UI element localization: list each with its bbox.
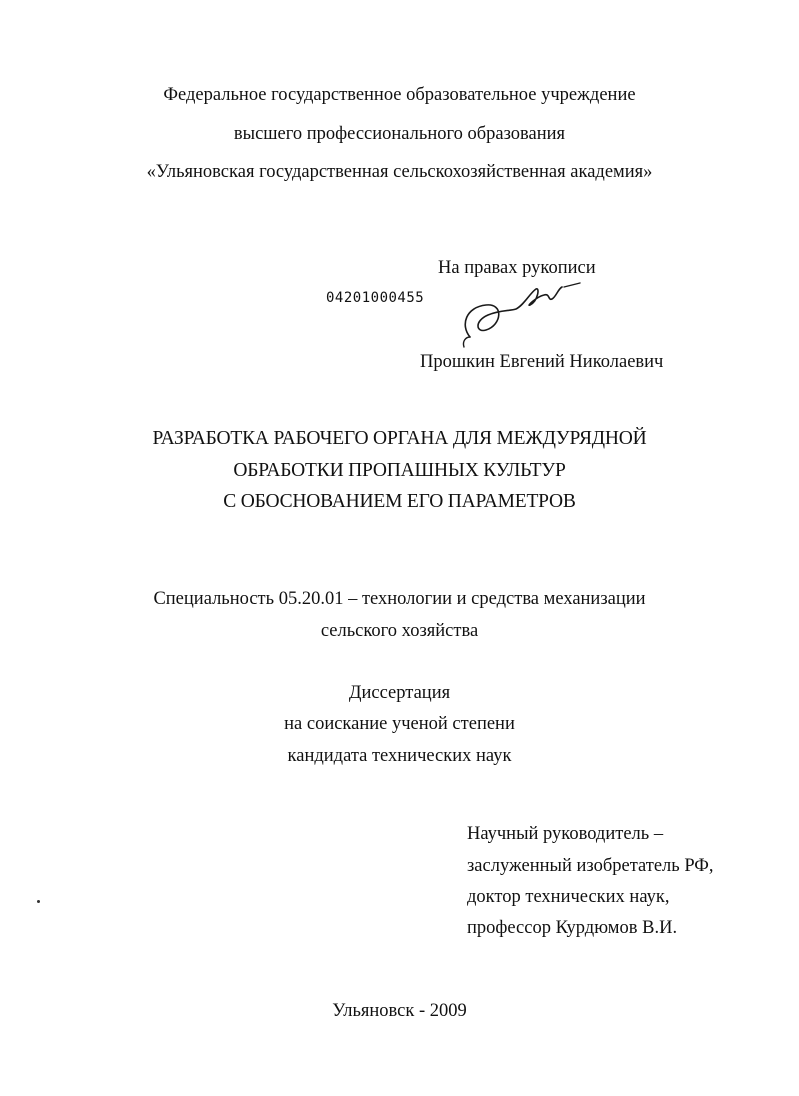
manuscript-rights-note: На правах рукописи [438,258,596,278]
degree-line-2: на соискание ученой степени [284,714,515,734]
specialty-line-1: Специальность 05.20.01 – технологии и средства механизации [153,589,646,609]
institution-line-2: высшего профессионального образования [233,124,566,144]
supervisor-line-2: заслуженный изобретатель РФ, [467,856,714,876]
institution-line-1: Федеральное государственное образовательное учреждение [163,85,636,105]
specialty-line-2: сельского хозяйства [320,621,479,641]
thesis-title-line-3: С ОБОСНОВАНИЕМ ЕГО ПАРАМЕТРОВ [223,491,576,512]
thesis-title-line-2: ОБРАБОТКИ ПРОПАШНЫХ КУЛЬТУР [233,460,566,481]
scan-speck [37,900,40,903]
supervisor-line-1: Научный руководитель – [467,824,664,844]
supervisor-line-3: доктор технических наук, [467,887,670,907]
degree-line-1: Диссертация [348,683,451,703]
signature-image [452,275,587,350]
author-name: Прошкин Евгений Николаевич [420,352,664,372]
supervisor-line-4: профессор Курдюмов В.И. [467,918,678,938]
thesis-title-line-1: РАЗРАБОТКА РАБОЧЕГО ОРГАНА ДЛЯ МЕЖДУРЯДНОЙ [152,428,647,449]
institution-line-3: «Ульяновская государственная сельскохозяйственная академия» [146,162,653,182]
document-number: 04201000455 [326,290,425,306]
city-year: Ульяновск - 2009 [332,1001,467,1021]
degree-line-3: кандидата технических наук [287,746,512,766]
